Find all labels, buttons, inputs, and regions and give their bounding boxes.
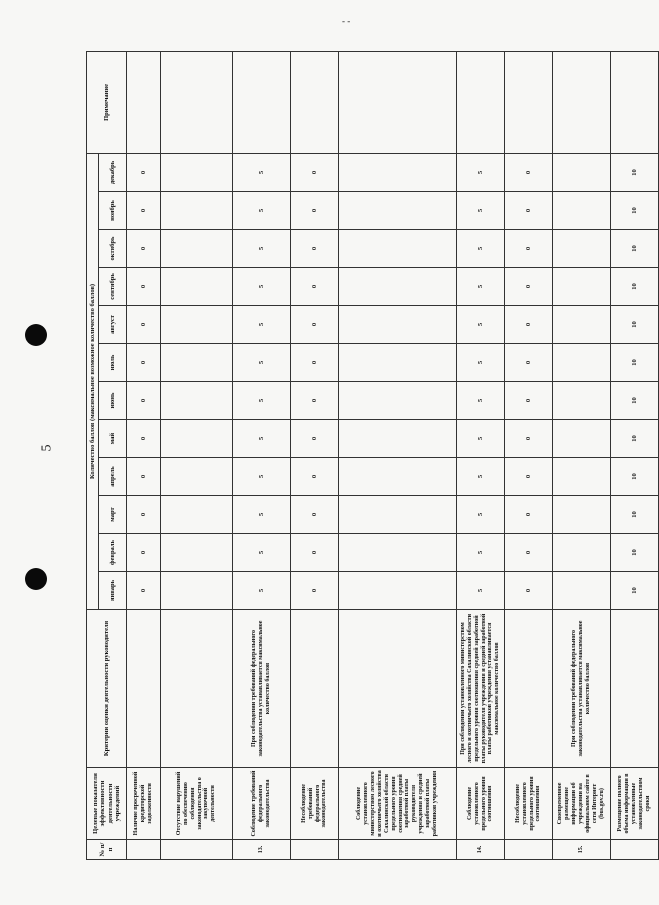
month-value-cell: 0 [291, 572, 339, 610]
month-value-cell: 0 [291, 306, 339, 344]
indicator-cell: Своевременное размещение информации об учреждении на официальном сайте в сети Интернет (bus.gov.ru) [553, 768, 611, 840]
month-value-cell [553, 382, 611, 420]
header-month: октябрь [99, 230, 127, 268]
month-value-cell: 10 [611, 382, 659, 420]
month-value-cell [339, 382, 457, 420]
note-cell [291, 51, 339, 153]
indicator-cell: Соблюдение требований федерального законодательства [233, 768, 291, 840]
header-month: май [99, 420, 127, 458]
header-month: февраль [99, 534, 127, 572]
month-value-cell: 0 [127, 496, 161, 534]
month-value-cell: 0 [505, 458, 553, 496]
criteria-cell [611, 610, 659, 768]
note-cell [505, 51, 553, 153]
month-value-cell: 10 [611, 458, 659, 496]
row-number [505, 840, 553, 860]
month-value-cell: 0 [505, 230, 553, 268]
month-value-cell: 0 [505, 382, 553, 420]
month-value-cell: 5 [233, 306, 291, 344]
month-value-cell: 0 [291, 153, 339, 191]
month-value-cell: 0 [291, 230, 339, 268]
month-value-cell: 5 [233, 572, 291, 610]
row-number [291, 840, 339, 860]
header-month: ноябрь [99, 192, 127, 230]
month-value-cell: 5 [233, 420, 291, 458]
month-value-cell: 5 [233, 230, 291, 268]
table-row [611, 51, 659, 859]
row-number [161, 840, 233, 860]
month-value-cell [339, 230, 457, 268]
top-mark: - - [342, 16, 351, 26]
month-value-cell [339, 572, 457, 610]
row-number: 15. [553, 840, 611, 860]
month-value-cell: 0 [127, 306, 161, 344]
month-value-cell: 0 [505, 153, 553, 191]
month-value-cell [553, 458, 611, 496]
month-value-cell [339, 344, 457, 382]
month-value-cell: 0 [291, 192, 339, 230]
month-value-cell: 5 [457, 230, 505, 268]
month-value-cell: 0 [127, 268, 161, 306]
month-value-cell [553, 344, 611, 382]
month-value-cell [161, 192, 233, 230]
table-row [339, 51, 457, 859]
month-value-cell: 0 [291, 534, 339, 572]
month-value-cell: 0 [291, 268, 339, 306]
header-num: № п/п [87, 840, 127, 860]
criteria-cell [505, 610, 553, 768]
month-value-cell: 5 [457, 496, 505, 534]
month-value-cell: 5 [233, 268, 291, 306]
indicator-cell: Размещение полного объема информации в установленные законодательством сроки [611, 768, 659, 840]
header-month: июль [99, 344, 127, 382]
note-cell [339, 51, 457, 153]
month-value-cell [161, 344, 233, 382]
header-month: декабрь [99, 153, 127, 191]
month-value-cell: 5 [233, 496, 291, 534]
month-value-cell: 10 [611, 230, 659, 268]
indicator-cell: Соблюдение установленного министерством лесного и охотничьего хозяйства Сахалинской области предельного уровня соотношения средней заработной платы руководителя учреждения и средней заработной платы работников учреждения [339, 768, 457, 840]
note-cell [161, 51, 233, 153]
month-value-cell: 5 [457, 572, 505, 610]
month-value-cell: 5 [233, 458, 291, 496]
month-value-cell [553, 496, 611, 534]
month-value-cell: 0 [505, 420, 553, 458]
month-value-cell: 10 [611, 344, 659, 382]
header-month: апрель [99, 458, 127, 496]
month-value-cell [553, 534, 611, 572]
table-row [505, 51, 553, 859]
month-value-cell: 0 [127, 534, 161, 572]
month-value-cell: 10 [611, 153, 659, 191]
criteria-cell: При соблюдении требований федерального законодательства устанавливается максимальное количество баллов [553, 610, 611, 768]
month-value-cell: 5 [233, 192, 291, 230]
header-month: июнь [99, 382, 127, 420]
month-value-cell: 0 [505, 534, 553, 572]
month-value-cell [339, 420, 457, 458]
header-month: август [99, 306, 127, 344]
header-month: январь [99, 572, 127, 610]
month-value-cell: 0 [127, 344, 161, 382]
month-value-cell: 5 [457, 268, 505, 306]
month-value-cell: 0 [291, 420, 339, 458]
table-row [233, 51, 291, 859]
header-month: март [99, 496, 127, 534]
indicator-cell: Соблюдение установленного предельного уровня соотношения [457, 768, 505, 840]
month-value-cell: 0 [505, 496, 553, 534]
month-value-cell: 5 [233, 534, 291, 572]
month-value-cell: 0 [505, 192, 553, 230]
month-value-cell: 0 [505, 344, 553, 382]
month-value-cell [553, 572, 611, 610]
month-value-cell [553, 420, 611, 458]
month-value-cell: 5 [457, 344, 505, 382]
month-value-cell: 5 [457, 458, 505, 496]
month-value-cell [161, 534, 233, 572]
table-row [161, 51, 233, 859]
month-value-cell: 0 [127, 420, 161, 458]
month-value-cell [161, 420, 233, 458]
criteria-cell [127, 610, 161, 768]
note-cell [611, 51, 659, 153]
header-criteria: Критерии оценки деятельности руководителя [87, 610, 127, 768]
header-points: Количество баллов (максимальное возможное количество баллов) [87, 153, 99, 609]
indicator-cell: Несоблюдение установленного предельного уровня соотношения [505, 768, 553, 840]
month-value-cell [161, 306, 233, 344]
table-row [457, 51, 505, 859]
month-value-cell: 5 [457, 534, 505, 572]
criteria-cell [161, 610, 233, 768]
month-value-cell: 0 [127, 458, 161, 496]
criteria-cell [339, 610, 457, 768]
table-row [127, 51, 161, 859]
month-value-cell [161, 153, 233, 191]
month-value-cell [339, 192, 457, 230]
month-value-cell: 0 [291, 382, 339, 420]
month-value-cell [339, 458, 457, 496]
month-value-cell: 10 [611, 268, 659, 306]
month-value-cell: 0 [291, 344, 339, 382]
month-value-cell: 5 [457, 306, 505, 344]
month-value-cell [553, 192, 611, 230]
month-value-cell [553, 268, 611, 306]
indicator-cell: Несоблюдение требований федерального законодательства [291, 768, 339, 840]
punch-hole-top [25, 324, 47, 346]
month-value-cell [161, 458, 233, 496]
month-value-cell: 0 [291, 458, 339, 496]
table-row [553, 51, 611, 859]
month-value-cell: 0 [127, 230, 161, 268]
month-value-cell: 10 [611, 420, 659, 458]
month-value-cell [339, 153, 457, 191]
punch-hole-bottom [25, 568, 47, 590]
note-cell [233, 51, 291, 153]
row-number [611, 840, 659, 860]
month-value-cell: 5 [233, 382, 291, 420]
month-value-cell: 10 [611, 496, 659, 534]
indicator-cell: Наличие просроченной кредиторской задолженности [127, 768, 161, 840]
criteria-cell [291, 610, 339, 768]
row-number [339, 840, 457, 860]
month-value-cell [339, 268, 457, 306]
month-value-cell [339, 534, 457, 572]
month-value-cell: 0 [127, 382, 161, 420]
criteria-cell: При соблюдении установленного министерством лесного и охотничьего хозяйства Сахалинской области предельного уровня соотношения средней заработной платы руководителя учреждения и средней заработной платы работников учреждения устанавливается максимальное количество баллов [457, 610, 505, 768]
month-value-cell [553, 306, 611, 344]
month-value-cell: 5 [457, 192, 505, 230]
month-value-cell [161, 230, 233, 268]
month-value-cell [161, 268, 233, 306]
note-cell [553, 51, 611, 153]
page-number: 5 [39, 444, 55, 452]
table-row [291, 51, 339, 859]
month-value-cell [339, 496, 457, 534]
month-value-cell [553, 230, 611, 268]
row-number: 14. [457, 840, 505, 860]
indicator-cell: Отсутствие нарушений по обеспечению соблюдения законодательства о закупочной деятельности [161, 768, 233, 840]
month-value-cell [161, 382, 233, 420]
month-value-cell: 10 [611, 572, 659, 610]
month-value-cell: 5 [457, 153, 505, 191]
header-indicator: Целевые показатели эффективности деятельности учреждений [87, 768, 127, 840]
month-value-cell: 10 [611, 192, 659, 230]
month-value-cell: 0 [127, 153, 161, 191]
month-value-cell [339, 306, 457, 344]
month-value-cell: 5 [233, 153, 291, 191]
month-value-cell: 0 [127, 572, 161, 610]
month-value-cell: 5 [457, 382, 505, 420]
rotated-table-container [86, 52, 651, 860]
month-value-cell: 0 [505, 572, 553, 610]
month-value-cell: 5 [457, 420, 505, 458]
month-value-cell: 0 [505, 306, 553, 344]
month-value-cell [161, 496, 233, 534]
month-value-cell: 0 [127, 192, 161, 230]
month-value-cell: 0 [291, 496, 339, 534]
month-value-cell: 5 [233, 344, 291, 382]
row-number: 13. [233, 840, 291, 860]
month-value-cell [553, 153, 611, 191]
header-note: Примечание [87, 51, 127, 153]
note-cell [457, 51, 505, 153]
row-number [127, 840, 161, 860]
month-value-cell: 10 [611, 534, 659, 572]
efficiency-table [86, 51, 659, 860]
note-cell [127, 51, 161, 153]
month-value-cell: 0 [505, 268, 553, 306]
criteria-cell: При соблюдении требований федерального законодательства устанавливается максимальное количество баллов [233, 610, 291, 768]
month-value-cell [161, 572, 233, 610]
header-month: сентябрь [99, 268, 127, 306]
month-value-cell: 10 [611, 306, 659, 344]
